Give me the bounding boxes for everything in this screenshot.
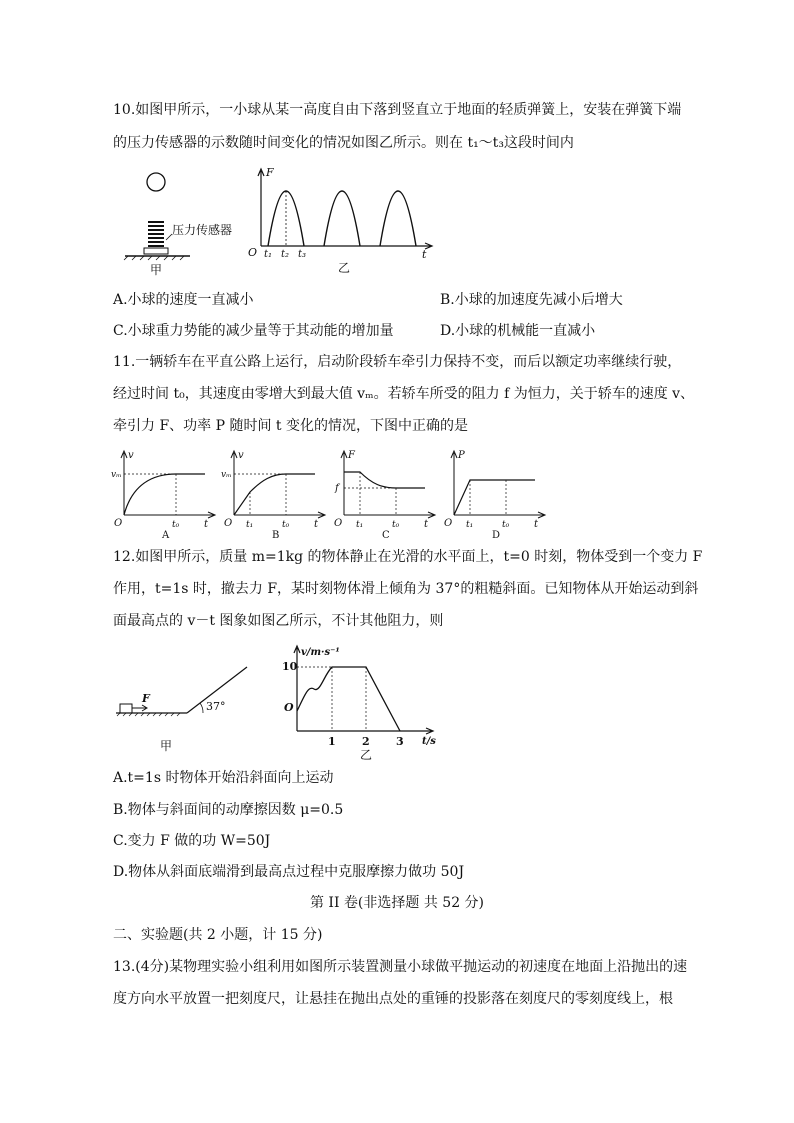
y-axis (294, 646, 300, 731)
svg-text:t₀: t₀ (502, 520, 510, 530)
q10-figure-yi (246, 166, 446, 276)
svg-text:2: 2 (362, 735, 370, 748)
q11-stem-line1: 11.一辆轿车在平直公路上运行，启动阶段轿车牵引力保持不变，而后以额定功率继续行驶， (113, 354, 682, 370)
svg-text:t₀: t₀ (172, 520, 180, 530)
svg-text:F: F (142, 692, 150, 705)
svg-text:C: C (382, 530, 390, 541)
q10-stem-line1: 10.如图甲所示，一小球从某一高度自由下落到竖直立于地面的轻质弹簧上，安装在弹簧下端 (113, 102, 682, 118)
q10-option-a[interactable]: A.小球的速度一直减小 (113, 292, 254, 308)
q12-figure-jia (112, 662, 252, 762)
x-axis (297, 728, 433, 734)
svg-text:D: D (492, 530, 501, 541)
ball (147, 173, 165, 191)
q11-graph-b[interactable] (220, 450, 330, 540)
svg-text:t₁: t₁ (356, 520, 364, 530)
q11-stem-line2: 经过时间 t₀，其速度由零增大到最大值 vₘ。若轿车所受的阻力 f 为恒力，关于轿车的速度 v、 (113, 386, 695, 402)
svg-text:t: t (534, 519, 539, 530)
q13-stem-line1: 13.(4分)某物理实验小组利用如图所示装置测量小球做平抛运动的初速度在地面上沿抛出的速 (113, 959, 688, 975)
svg-text:t₁: t₁ (466, 520, 474, 530)
svg-text:3: 3 (396, 735, 404, 748)
q12-stem-line3: 面最高点的 v－t 图象如图乙所示，不计其他阻力，则 (113, 613, 444, 629)
svg-text:10: 10 (282, 660, 298, 673)
v-t-curve (297, 667, 400, 731)
svg-text:O: O (284, 701, 294, 714)
svg-text:O: O (114, 518, 123, 529)
svg-text:t₁: t₁ (264, 249, 273, 260)
svg-text:t₀: t₀ (392, 520, 400, 530)
p-curve (454, 480, 535, 515)
q12-option-c[interactable]: C.变力 F 做的功 W=50J (113, 833, 271, 849)
svg-text:1: 1 (328, 735, 336, 748)
q12-stem-line1: 12.如图甲所示，质量 m=1kg 的物体静止在光滑的水平面上，t=0 时刻，物体受到一个变力 F (113, 549, 703, 565)
spring (148, 222, 164, 246)
svg-text:t: t (204, 519, 209, 530)
q12-stem-line2: 作用，t=1s 时，撤去力 F，某时刻物体滑上倾角为 37°的粗糙斜面。已知物体从开始运动到斜 (113, 581, 699, 597)
q10-option-d[interactable]: D.小球的机械能一直减小 (440, 323, 596, 339)
v-curve (124, 474, 205, 515)
svg-text:F: F (266, 166, 274, 179)
svg-text:P: P (458, 450, 465, 461)
svg-text:t₀: t₀ (282, 520, 290, 530)
y-axis (258, 169, 264, 246)
svg-text:t₃: t₃ (298, 249, 307, 260)
force-pulse-2 (324, 191, 360, 246)
svg-text:vₘ: vₘ (221, 470, 232, 480)
q10-stem-line2: 的压力传感器的示数随时间变化的情况如图乙所示。则在 t₁～t₃这段时间内 (113, 135, 574, 151)
svg-text:t: t (314, 519, 319, 530)
svg-text:A: A (162, 530, 170, 541)
q12-option-a[interactable]: A.t=1s 时物体开始沿斜面向上运动 (113, 770, 334, 786)
sensor-block (144, 248, 168, 254)
caption-jia: 甲 (160, 739, 173, 753)
svg-text:v: v (128, 450, 134, 461)
svg-text:F: F (348, 450, 355, 461)
v-curve (234, 474, 315, 515)
caption-jia: 甲 (150, 263, 163, 277)
svg-text:t/s: t/s (422, 736, 436, 747)
q12-figure-yi (282, 645, 452, 760)
svg-text:t: t (422, 248, 427, 261)
caption-yi: 乙 (338, 261, 351, 275)
q13-stem-line2: 度方向水平放置一把刻度尺，让悬挂在抛出点处的重锤的投影落在刻度尺的零刻度线上，根 (113, 991, 673, 1007)
q11-stem-line3: 牵引力 F、功率 P 随时间 t 变化的情况，下图中正确的是 (113, 418, 469, 434)
f-curve (344, 472, 425, 488)
svg-text:t₁: t₁ (246, 520, 254, 530)
svg-text:t: t (424, 519, 429, 530)
q10-figure-jia (120, 168, 250, 278)
q12-option-b[interactable]: B.物体与斜面间的动摩擦因数 μ=0.5 (113, 802, 344, 818)
svg-text:O: O (224, 518, 233, 529)
force-arrow (132, 705, 147, 711)
q11-graph-a[interactable] (110, 450, 220, 540)
q10-option-c[interactable]: C.小球重力势能的减少量等于其动能的增加量 (113, 323, 394, 339)
svg-text:O: O (444, 518, 453, 529)
svg-text:vₘ: vₘ (111, 470, 122, 480)
q11-graph-c[interactable] (330, 450, 440, 540)
svg-text:v/m·s⁻¹: v/m·s⁻¹ (301, 647, 340, 658)
svg-text:O: O (334, 518, 343, 529)
svg-text:t₂: t₂ (281, 249, 290, 260)
section-heading: 二、实验题(共 2 小题，计 15 分) (113, 927, 323, 943)
caption-yi: 乙 (360, 748, 373, 762)
block (120, 704, 132, 713)
svg-text:O: O (248, 246, 258, 259)
svg-text:v: v (238, 450, 244, 461)
q12-option-d[interactable]: D.物体从斜面底端滑到最高点过程中克服摩擦力做功 50J (113, 864, 465, 880)
svg-text:f: f (335, 483, 339, 494)
force-pulse-3 (380, 191, 416, 246)
angle-arc (200, 703, 203, 713)
svg-text:B: B (272, 530, 280, 541)
section-title: 第 II 卷(非选择题 共 52 分) (309, 895, 485, 911)
q11-graph-d[interactable] (440, 450, 550, 540)
q10-option-b[interactable]: B.小球的加速度先减小后增大 (440, 292, 623, 308)
sensor-label: 压力传感器 (172, 223, 233, 237)
svg-text:37°: 37° (206, 700, 226, 713)
